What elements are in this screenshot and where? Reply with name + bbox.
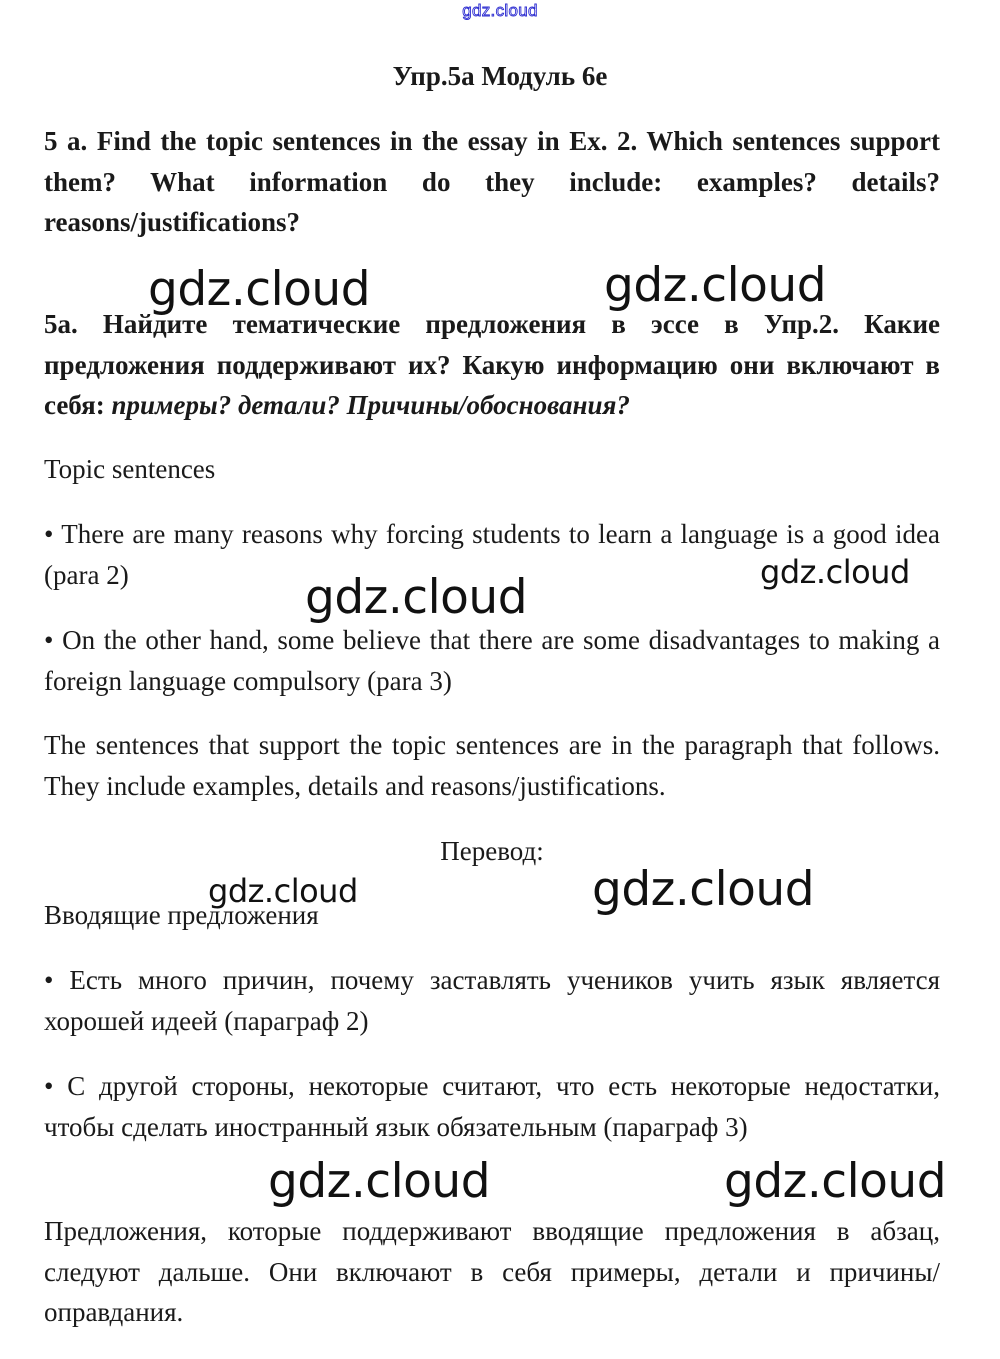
answer-summary: The sentences that support the topic sentences are in the paragraph that follows. They include examples, details and reasons/justifications. <box>44 730 940 801</box>
task-russian <box>44 304 940 426</box>
translation-bullet-2: • С другой стороны, некоторые считают, что есть некоторые недостатки, чтобы сделать иностранный язык обязательным (параграф 3) <box>44 1071 940 1142</box>
watermark: gdz.cloud <box>604 258 827 313</box>
site-mark[interactable]: gdz.cloud <box>462 1 538 20</box>
page-title: Упр.5а Модуль 6е <box>392 61 608 91</box>
translation-label: Перевод: <box>440 836 544 866</box>
translation-heading: Вводящие предложения <box>44 900 319 930</box>
translation-bullet-1: • Есть много причин, почему заставлять учеников учить язык является хорошей идеей (параграф 2) <box>44 965 940 1036</box>
watermark: gdz.cloud <box>724 1154 947 1209</box>
watermark: gdz.cloud <box>592 862 815 917</box>
watermark: gdz.cloud <box>305 570 528 625</box>
task-english: 5 a. Find the topic sentences in the essay in Ex. 2. Which sentences support them? What information do they include: examples? details? reasons/justifications? <box>44 126 940 238</box>
task-russian-lead: 5а. Найдите тематические предложения в эссе в Упр.2. Какие предложения поддерживают их? Какую информацию они включают в себя: <box>44 309 940 421</box>
watermark: gdz.cloud <box>208 872 358 910</box>
watermark: gdz.cloud <box>268 1154 491 1209</box>
watermark: gdz.cloud <box>148 262 371 317</box>
answer-bullet-1: • There are many reasons why forcing students to learn a language is a good idea (para 2) <box>44 519 940 590</box>
watermark: gdz.cloud <box>760 553 910 591</box>
translation-summary: Предложения, которые поддерживают вводящие предложения в абзац, следуют дальше. Они включают в себя примеры, детали и причины/оправдания. <box>44 1216 940 1328</box>
answer-bullet-2: • On the other hand, some believe that there are some disadvantages to making a foreign language compulsory (para 3) <box>44 625 940 696</box>
task-russian-italic: примеры? детали? Причины/обоснования? <box>111 390 630 421</box>
answer-heading: Topic sentences <box>44 454 216 484</box>
